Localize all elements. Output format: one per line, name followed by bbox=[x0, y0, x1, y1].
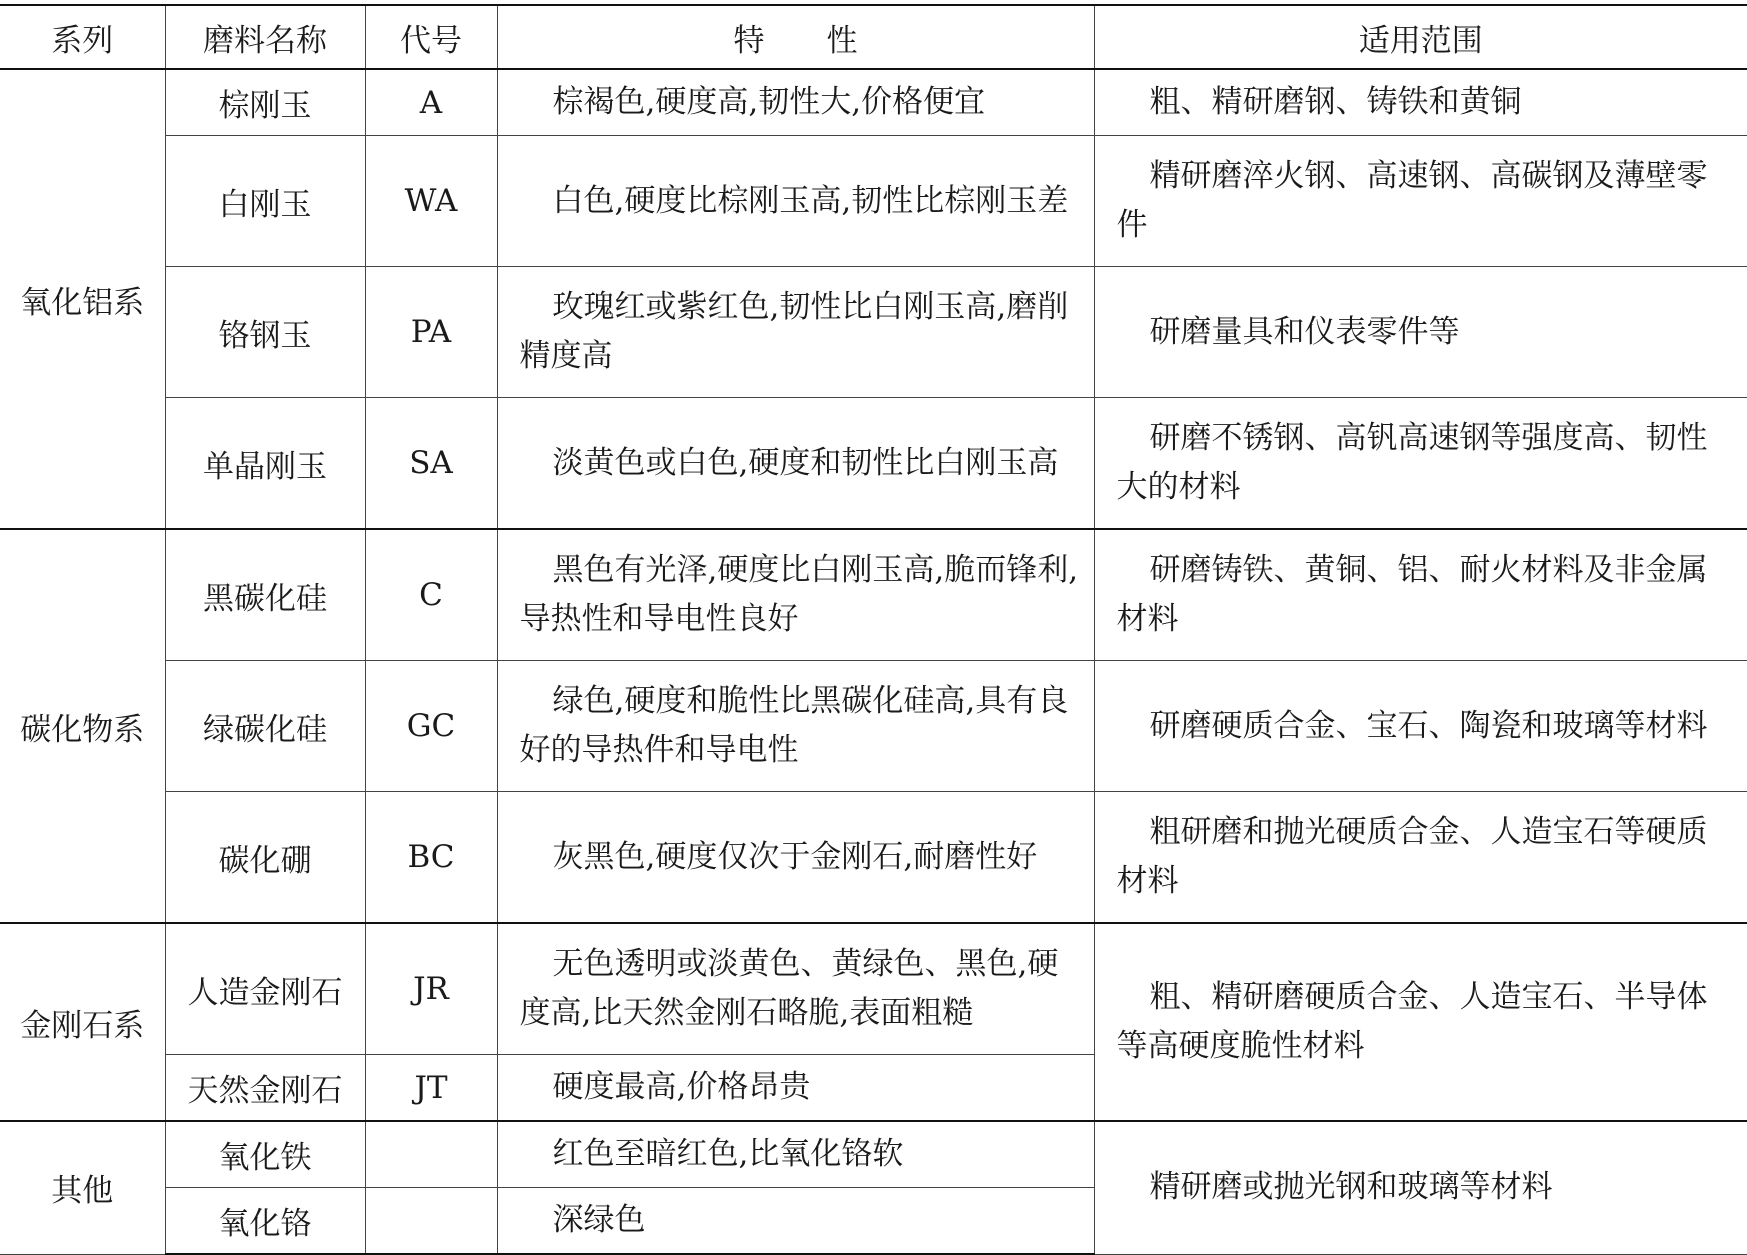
abrasive-name-cell: 氧化铬 bbox=[165, 1188, 365, 1255]
table-row bbox=[0, 923, 1747, 1055]
table-row bbox=[0, 792, 1747, 924]
series-cell-diamond: 金刚石系 bbox=[0, 923, 165, 1121]
abrasive-name-cell: 人造金刚石 bbox=[165, 923, 365, 1055]
abrasive-name-cell: 绿碳化硅 bbox=[165, 661, 365, 792]
series-cell-carbide: 碳化物系 bbox=[0, 529, 165, 923]
usage-cell: 精研磨或抛光钢和玻璃等材料 bbox=[1094, 1121, 1747, 1254]
usage-cell: 研磨硬质合金、宝石、陶瓷和玻璃等材料 bbox=[1094, 661, 1747, 792]
property-cell: 白色,硬度比棕刚玉高,韧性比棕刚玉差 bbox=[497, 136, 1094, 267]
table-row bbox=[0, 529, 1747, 661]
series-cell-alumina: 氧化铝系 bbox=[0, 69, 165, 529]
header-usage: 适用范围 bbox=[1094, 5, 1747, 69]
abrasive-name-cell: 铬钢玉 bbox=[165, 267, 365, 398]
usage-cell: 粗、精研磨硬质合金、人造宝石、半导体等高硬度脆性材料 bbox=[1094, 923, 1747, 1121]
property-cell: 淡黄色或白色,硬度和韧性比白刚玉高 bbox=[497, 398, 1094, 530]
header-series: 系列 bbox=[0, 5, 165, 69]
abrasive-name-cell: 白刚玉 bbox=[165, 136, 365, 267]
property-cell: 深绿色 bbox=[497, 1188, 1094, 1255]
series-cell-other: 其他 bbox=[0, 1121, 165, 1254]
code-cell bbox=[365, 1188, 497, 1255]
table-row bbox=[0, 69, 1747, 136]
abrasive-name-cell: 棕刚玉 bbox=[165, 69, 365, 136]
table-row bbox=[0, 136, 1747, 267]
property-cell: 硬度最高,价格昂贵 bbox=[497, 1055, 1094, 1122]
header-code: 代号 bbox=[365, 5, 497, 69]
abrasive-name-cell: 单晶刚玉 bbox=[165, 398, 365, 530]
abrasive-name-cell: 氧化铁 bbox=[165, 1121, 365, 1188]
table-row bbox=[0, 267, 1747, 398]
code-cell: C bbox=[365, 529, 497, 661]
header-abrasive-name: 磨料名称 bbox=[165, 5, 365, 69]
abrasive-table bbox=[0, 4, 1747, 1255]
usage-cell: 研磨量具和仪表零件等 bbox=[1094, 267, 1747, 398]
abrasive-name-cell: 天然金刚石 bbox=[165, 1055, 365, 1122]
property-cell: 灰黑色,硬度仅次于金刚石,耐磨性好 bbox=[497, 792, 1094, 924]
usage-cell: 研磨铸铁、黄铜、铝、耐火材料及非金属材料 bbox=[1094, 529, 1747, 661]
property-cell: 绿色,硬度和脆性比黑碳化硅高,具有良好的导热件和导电性 bbox=[497, 661, 1094, 792]
property-cell: 玫瑰红或紫红色,韧性比白刚玉高,磨削精度高 bbox=[497, 267, 1094, 398]
property-cell: 黑色有光泽,硬度比白刚玉高,脆而锋利,导热性和导电性良好 bbox=[497, 529, 1094, 661]
property-cell: 棕褐色,硬度高,韧性大,价格便宜 bbox=[497, 69, 1094, 136]
usage-cell: 精研磨淬火钢、高速钢、高碳钢及薄壁零件 bbox=[1094, 136, 1747, 267]
code-cell: JR bbox=[365, 923, 497, 1055]
code-cell: SA bbox=[365, 398, 497, 530]
code-cell: JT bbox=[365, 1055, 497, 1122]
header-property: 特 性 bbox=[497, 5, 1094, 69]
table-row bbox=[0, 1121, 1747, 1188]
code-cell: PA bbox=[365, 267, 497, 398]
code-cell: BC bbox=[365, 792, 497, 924]
code-cell bbox=[365, 1121, 497, 1188]
code-cell: WA bbox=[365, 136, 497, 267]
usage-cell: 粗研磨和抛光硬质合金、人造宝石等硬质材料 bbox=[1094, 792, 1747, 924]
table-row bbox=[0, 398, 1747, 530]
usage-cell: 研磨不锈钢、高钒高速钢等强度高、韧性大的材料 bbox=[1094, 398, 1747, 530]
abrasive-name-cell: 碳化硼 bbox=[165, 792, 365, 924]
usage-cell: 粗、精研磨钢、铸铁和黄铜 bbox=[1094, 69, 1747, 136]
code-cell: A bbox=[365, 69, 497, 136]
abrasive-table-container bbox=[0, 4, 1747, 1255]
property-cell: 无色透明或淡黄色、黄绿色、黑色,硬度高,比天然金刚石略脆,表面粗糙 bbox=[497, 923, 1094, 1055]
property-cell: 红色至暗红色,比氧化铬软 bbox=[497, 1121, 1094, 1188]
header-row bbox=[0, 5, 1747, 69]
code-cell: GC bbox=[365, 661, 497, 792]
abrasive-name-cell: 黑碳化硅 bbox=[165, 529, 365, 661]
table-row bbox=[0, 661, 1747, 792]
